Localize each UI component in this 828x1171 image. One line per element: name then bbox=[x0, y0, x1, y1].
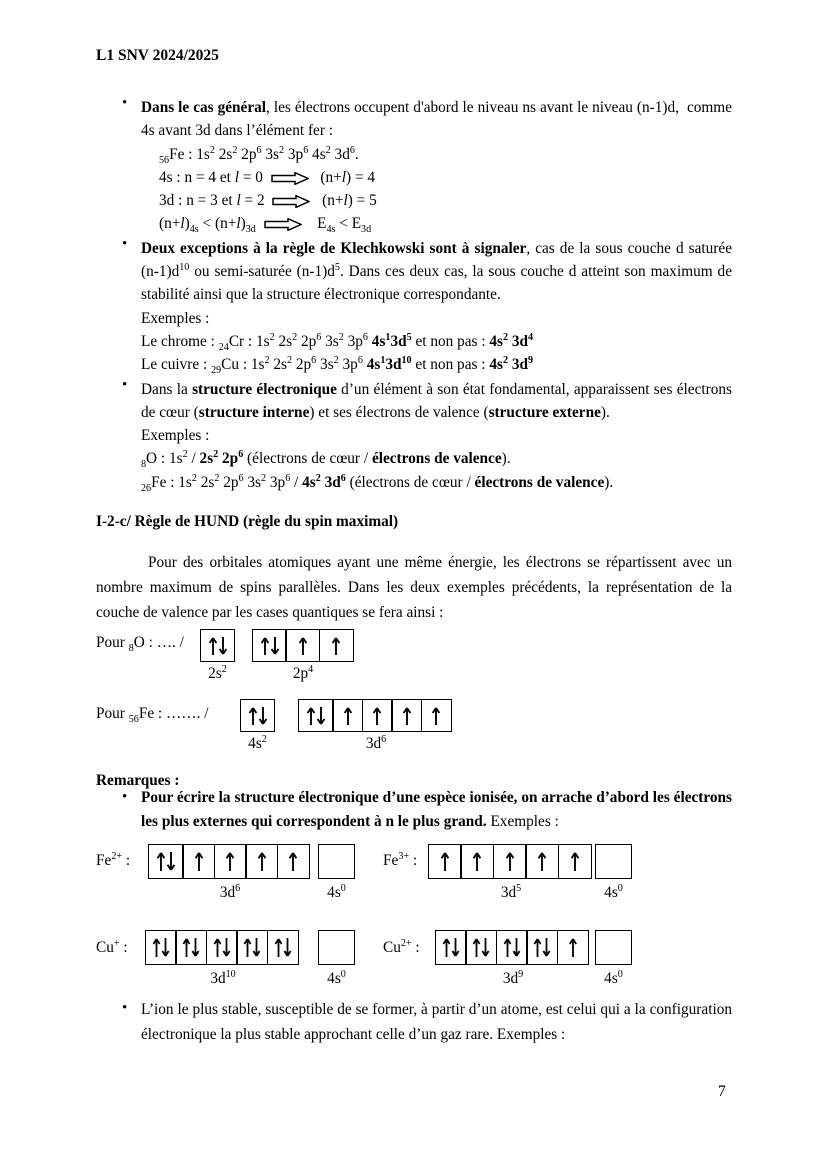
electron-up-icon bbox=[526, 845, 558, 878]
section-title-hund: I-2-c/ Règle de HUND (règle du spin maximal) bbox=[96, 513, 399, 530]
page-number: 7 bbox=[718, 1083, 726, 1100]
quantum-box bbox=[391, 699, 422, 732]
quantum-box bbox=[240, 699, 275, 732]
remarques-bullet-2-text: • L’ion le plus stable, susceptible de se former, à partir d’un atome, est celui qui a la configuration électronique la plus stable approchant celle d’un gaz rare. Exemples : bbox=[141, 1001, 732, 1043]
quantum-box bbox=[496, 930, 528, 965]
quantum-box bbox=[182, 844, 215, 879]
bullet-structure-text: • Dans la structure électronique d’un élément à son état fondamental, apparaissent ses électrons de cœur (structure interne) et ses électrons de valence (structure externe). bbox=[141, 380, 732, 421]
examples-label-1: Exemples : bbox=[141, 309, 210, 327]
fe2-4s-box bbox=[318, 844, 355, 879]
fe3-ion-label: $Fe^{3+}$ : bbox=[383, 850, 418, 869]
quantum-box-empty bbox=[595, 930, 632, 965]
chrome-configuration-line: Le chrome : $_{24}$Cr : $1s^2$ $2s^2$ $2p^6$ $3s^2$ $3p^6$ $4s^13d^5$ et non pas : $4s^2$ $3d^4$ bbox=[141, 331, 534, 354]
oxygen-2p-sublabel: $2p^4$ bbox=[292, 663, 314, 682]
remarques-bullet-1-bold: Pour écrire la structure électronique d’une espèce ionisée, on arrache d’abord les électrons les plus externes qui correspondent à n le plus grand. bbox=[141, 789, 732, 830]
electron-up-icon bbox=[278, 845, 309, 878]
quantum-box bbox=[298, 699, 334, 732]
section-paragraph-hund bbox=[96, 550, 732, 625]
quantum-box bbox=[558, 844, 592, 879]
quantum-box bbox=[206, 930, 238, 965]
rule-line-4s: 4s : n = 4 et l = 0 (n+l) = 4 bbox=[159, 168, 376, 186]
electron-up-icon bbox=[215, 845, 246, 878]
electron-pair-updown-icon bbox=[149, 845, 183, 878]
page-header: L1 SNV 2024/2025 bbox=[96, 47, 219, 64]
fe2-ion-label: $Fe^{2+}$ : bbox=[96, 850, 131, 869]
bullet-structure-electronique bbox=[96, 378, 732, 494]
quantum-box bbox=[493, 844, 527, 879]
cu2-ion-label: $Cu^{2+}$ : bbox=[383, 937, 420, 956]
quantum-box bbox=[175, 930, 207, 965]
bullet-general-case-text: • Dans le cas général, les électrons occupent d'abord le niveau ns avant le niveau (n-1)d, comme 4s avant 3d dans l’élément fer : bbox=[141, 99, 732, 140]
hund-oxygen-label: Pour $_8$O : …. / bbox=[96, 634, 184, 655]
electron-pair-updown-icon bbox=[527, 931, 557, 964]
fe3-3d-sublabel: $3d^5$ bbox=[500, 882, 522, 901]
quantum-box bbox=[526, 930, 558, 965]
electron-pair-updown-icon bbox=[176, 931, 206, 964]
electron-pair-updown-icon bbox=[207, 931, 237, 964]
electron-pair-updown-icon bbox=[253, 630, 286, 661]
electron-up-icon bbox=[558, 931, 588, 964]
cu2-4s-box bbox=[595, 930, 632, 965]
electron-pair-updown-icon bbox=[497, 931, 527, 964]
bullet-klechkowski-exceptions bbox=[96, 237, 732, 377]
electron-pair-updown-icon bbox=[436, 931, 466, 964]
remarques-bullet-1-text bbox=[141, 786, 732, 834]
hund-iron-label: Pour $_{56}$Fe : ……. / bbox=[96, 705, 209, 726]
bullet-general-case bbox=[96, 96, 732, 236]
cu1-4s-sublabel: $4s^0$ bbox=[327, 968, 346, 987]
examples-label-2: Exemples : bbox=[141, 427, 210, 445]
fe3-4s-sublabel: $4s^0$ bbox=[604, 882, 623, 901]
remarques-title: Remarques : bbox=[96, 772, 180, 789]
electron-up-icon bbox=[494, 845, 526, 878]
quantum-box bbox=[362, 699, 393, 732]
copper-configuration-line: Le cuivre : $_{29}$Cu : $1s^2$ $2s^2$ $2p^6$ $3s^2$ $3p^6$ $4s^13d^{10}$ et non pas : $4s^2$ $3d^9$ bbox=[141, 355, 534, 377]
fe2-4s-sublabel: $4s^0$ bbox=[327, 882, 346, 901]
quantum-box-empty bbox=[318, 930, 355, 965]
electron-up-icon bbox=[363, 700, 392, 731]
rule-line-3d: 3d : n = 3 et l = 2 (n+l) = 5 bbox=[159, 192, 377, 210]
cu2-3d-sublabel: $3d^9$ bbox=[502, 968, 524, 987]
cu1-3d-sublabel: $3d^{10}$ bbox=[210, 968, 236, 987]
iron-4s-boxes bbox=[240, 699, 275, 732]
bullet-klechkowski-text: • Deux exceptions à la règle de Klechkowski sont à signaler, cas de la sous couche d saturée $(n-1)d^{10}$ ou semi-saturée $(n-1)d^5$. Dans ces deux cas, la sous couche d atteint son maximum de stabilité ainsi que la structure électronique correspondante. bbox=[141, 239, 732, 304]
remarques-bullet-1 bbox=[96, 786, 732, 834]
electron-up-icon bbox=[429, 845, 461, 878]
quantum-box bbox=[145, 930, 177, 965]
electron-up-icon bbox=[286, 630, 319, 661]
cu1-ion-label: Cu+ : bbox=[96, 937, 128, 956]
fe3-3d-boxes bbox=[428, 844, 592, 879]
remarques-bullet-1-item bbox=[96, 786, 732, 834]
electron-pair-updown-icon bbox=[466, 931, 496, 964]
quantum-box bbox=[557, 930, 589, 965]
quantum-box bbox=[245, 844, 278, 879]
implies-arrow-icon bbox=[271, 172, 309, 185]
electron-pair-updown-icon bbox=[237, 931, 267, 964]
quantum-box bbox=[214, 844, 247, 879]
electron-up-icon bbox=[183, 845, 214, 878]
electron-up-icon bbox=[246, 845, 277, 878]
quantum-box bbox=[285, 629, 320, 662]
fe2-3d-sublabel: $3d^6$ bbox=[219, 882, 241, 901]
quantum-box bbox=[252, 629, 287, 662]
fe2-3d-boxes bbox=[148, 844, 310, 879]
quantum-box bbox=[421, 699, 452, 732]
oxygen-core-valence-line: $_8$O : $1s^2 / 2s^2$ $2p^6$ (électrons de cœur / électrons de valence). bbox=[141, 449, 511, 471]
electron-up-icon bbox=[461, 845, 493, 878]
document-body bbox=[96, 96, 732, 494]
implies-arrow-icon bbox=[272, 195, 310, 208]
electron-up-icon bbox=[422, 700, 451, 731]
electron-pair-updown-icon bbox=[146, 931, 176, 964]
electron-pair-updown-icon bbox=[201, 630, 234, 661]
quantum-box bbox=[148, 844, 184, 879]
implies-arrow-icon bbox=[264, 218, 302, 231]
electron-up-icon bbox=[392, 700, 421, 731]
iron-3d-boxes bbox=[298, 699, 452, 732]
quantum-box-empty bbox=[595, 844, 632, 879]
remarques-bullet-2-item bbox=[96, 997, 732, 1047]
quantum-box bbox=[236, 930, 268, 965]
electron-pair-updown-icon bbox=[268, 931, 298, 964]
quantum-box bbox=[319, 629, 354, 662]
fe-configuration-line: $_{56}$Fe : $1s^2$ $2s^2$ $2p^6$ $3s^2$ $3p^6$ $4s^2$ $3d^6$. bbox=[159, 144, 359, 166]
fe3-4s-box bbox=[595, 844, 632, 879]
quantum-box bbox=[435, 930, 467, 965]
quantum-box-empty bbox=[318, 844, 355, 879]
electron-pair-updown-icon bbox=[299, 700, 333, 731]
cu2-4s-sublabel: $4s^0$ bbox=[604, 968, 623, 987]
remarques-bullet-1-rest: Exemples : bbox=[486, 813, 559, 830]
oxygen-2s-boxes bbox=[200, 629, 235, 662]
cu2-3d-boxes bbox=[435, 930, 589, 965]
quantum-box bbox=[332, 699, 363, 732]
remarques-bullet-2 bbox=[96, 997, 732, 1047]
quantum-box bbox=[267, 930, 299, 965]
iron-3d-sublabel: $3d^6$ bbox=[365, 733, 387, 752]
quantum-box bbox=[525, 844, 559, 879]
cu1-4s-box bbox=[318, 930, 355, 965]
cu1-3d-boxes bbox=[145, 930, 299, 965]
electron-up-icon bbox=[333, 700, 362, 731]
iron-4s-sublabel: $4s^2$ bbox=[248, 733, 267, 752]
rule-line-comparison: $(n+l)_{4s} < (n+l)_{3d}$ $E_{4s} < E_{3d}$ bbox=[159, 215, 372, 236]
paragraph-text: Pour des orbitales atomiques ayant une même énergie, les électrons se répartissent avec un nombre maximum de spins parallèles. Dans les deux exemples précédents, la représentation de la couche de valence par les cases quantiques se fera ainsi : bbox=[96, 554, 732, 621]
quantum-box bbox=[428, 844, 462, 879]
quantum-box bbox=[460, 844, 494, 879]
electron-pair-updown-icon bbox=[241, 700, 274, 731]
quantum-box bbox=[465, 930, 497, 965]
oxygen-2s-sublabel: $2s^2$ bbox=[208, 663, 227, 682]
quantum-box bbox=[200, 629, 235, 662]
electron-up-icon bbox=[320, 630, 353, 661]
oxygen-2p-boxes bbox=[252, 629, 354, 662]
quantum-box bbox=[277, 844, 310, 879]
electron-up-icon bbox=[559, 845, 591, 878]
bullet-list bbox=[96, 96, 732, 494]
iron-core-valence-line: $_{26}$Fe : $1s^2$ $2s^2$ $2p^6$ $3s^2$ $3p^6 / 4s^2$ $3d^6$ (électrons de cœur / électrons de valence). bbox=[141, 472, 614, 494]
